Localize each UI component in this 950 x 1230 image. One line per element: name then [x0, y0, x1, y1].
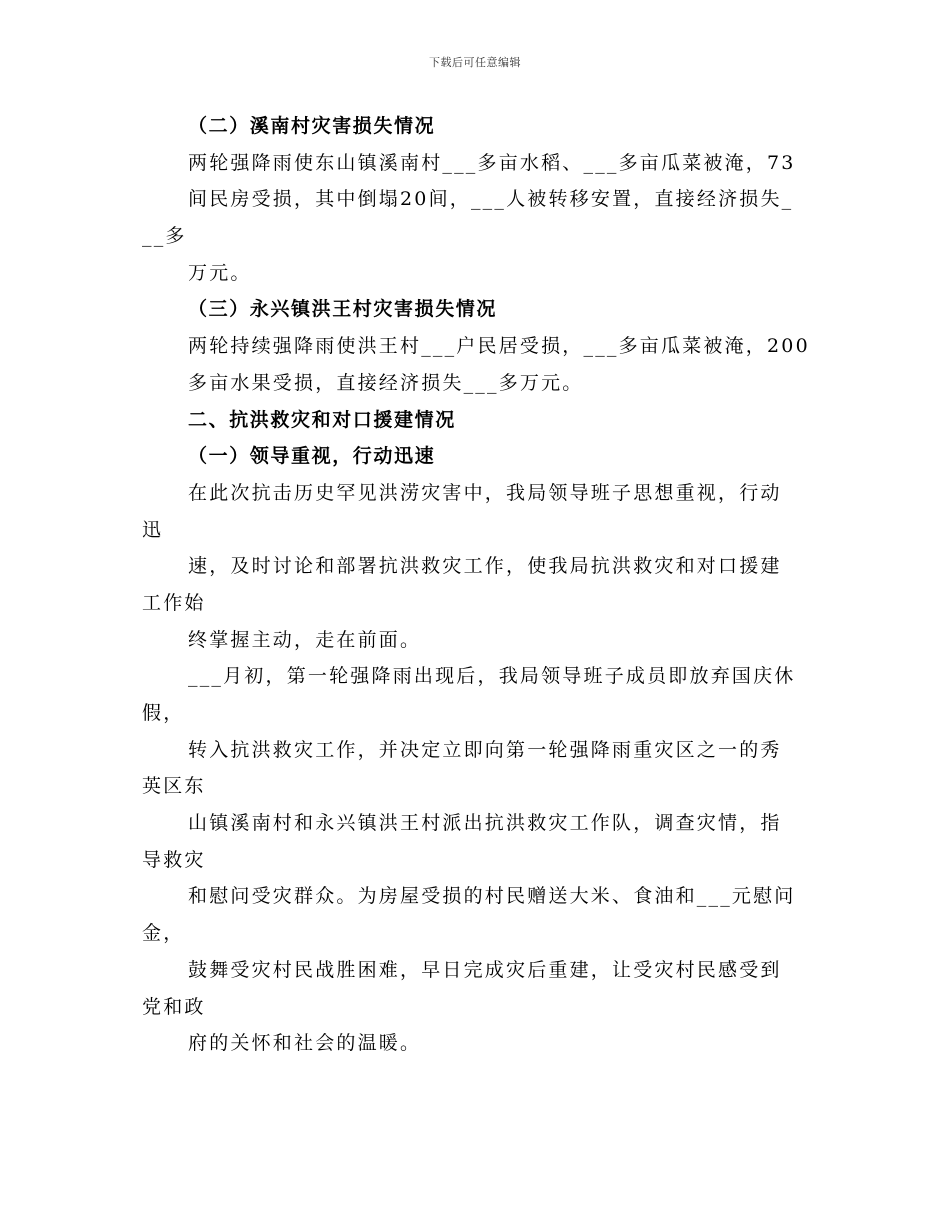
paragraph-line: 两轮持续强降雨使洪王村___户民居受损，___多亩瓜菜被淹，200	[188, 335, 810, 358]
paragraph-line: 鼓舞受灾村民战胜困难，早日完成灾后重建，让受灾村民感受到	[188, 958, 782, 981]
paragraph-line: 两轮强降雨使东山镇溪南村___多亩水稻、___多亩瓜菜被淹，73	[188, 151, 796, 174]
paragraph-line: 工作始	[142, 591, 206, 614]
paragraph-line: 导救灾	[142, 848, 206, 871]
page-header: 下载后可任意编辑	[429, 56, 521, 69]
paragraph-line: 在此次抗击历史罕见洪涝灾害中，我局领导班子思想重视，行动	[188, 481, 782, 504]
paragraph-line: 和慰问受灾群众。为房屋受损的村民赠送大米、食油和___元慰问	[188, 885, 796, 908]
paragraph-line: 迅	[142, 518, 164, 541]
paragraph-line: 终掌握主动，走在前面。	[188, 628, 422, 651]
paragraph-line: 速，及时讨论和部署抗洪救灾工作，使我局抗洪救灾和对口援建	[188, 555, 782, 578]
paragraph-line: 金，	[142, 922, 185, 945]
section-heading: （一）领导重视，行动迅速	[188, 445, 436, 468]
paragraph-line: 多亩水果受损，直接经济损失___多万元。	[188, 371, 584, 394]
document-body	[142, 108, 822, 1062]
paragraph-line: 党和政	[142, 995, 206, 1018]
paragraph-line: 山镇溪南村和永兴镇洪王村派出抗洪救灾工作队，调查灾情，指	[188, 812, 782, 835]
paragraph-line: __多	[142, 225, 187, 248]
section-heading: 二、抗洪救灾和对口援建情况	[188, 408, 456, 431]
paragraph-line: 假，	[142, 702, 185, 724]
paragraph-line: 间民房受损，其中倒塌20间，___人被转移安置，直接经济损失_	[188, 188, 794, 211]
paragraph-line: 英区东	[142, 775, 206, 798]
section-heading: （三）永兴镇洪王村灾害损失情况	[188, 298, 498, 321]
paragraph-line: ___月初，第一轮强降雨出现后，我局领导班子成员即放弃国庆休	[188, 665, 796, 688]
paragraph-line: 万元。	[188, 261, 252, 284]
section-heading: （二）溪南村灾害损失情况	[188, 115, 436, 137]
paragraph-line: 转入抗洪救灾工作，并决定立即向第一轮强降雨重灾区之一的秀	[188, 738, 782, 761]
paragraph-line: 府的关怀和社会的温暖。	[188, 1032, 422, 1055]
